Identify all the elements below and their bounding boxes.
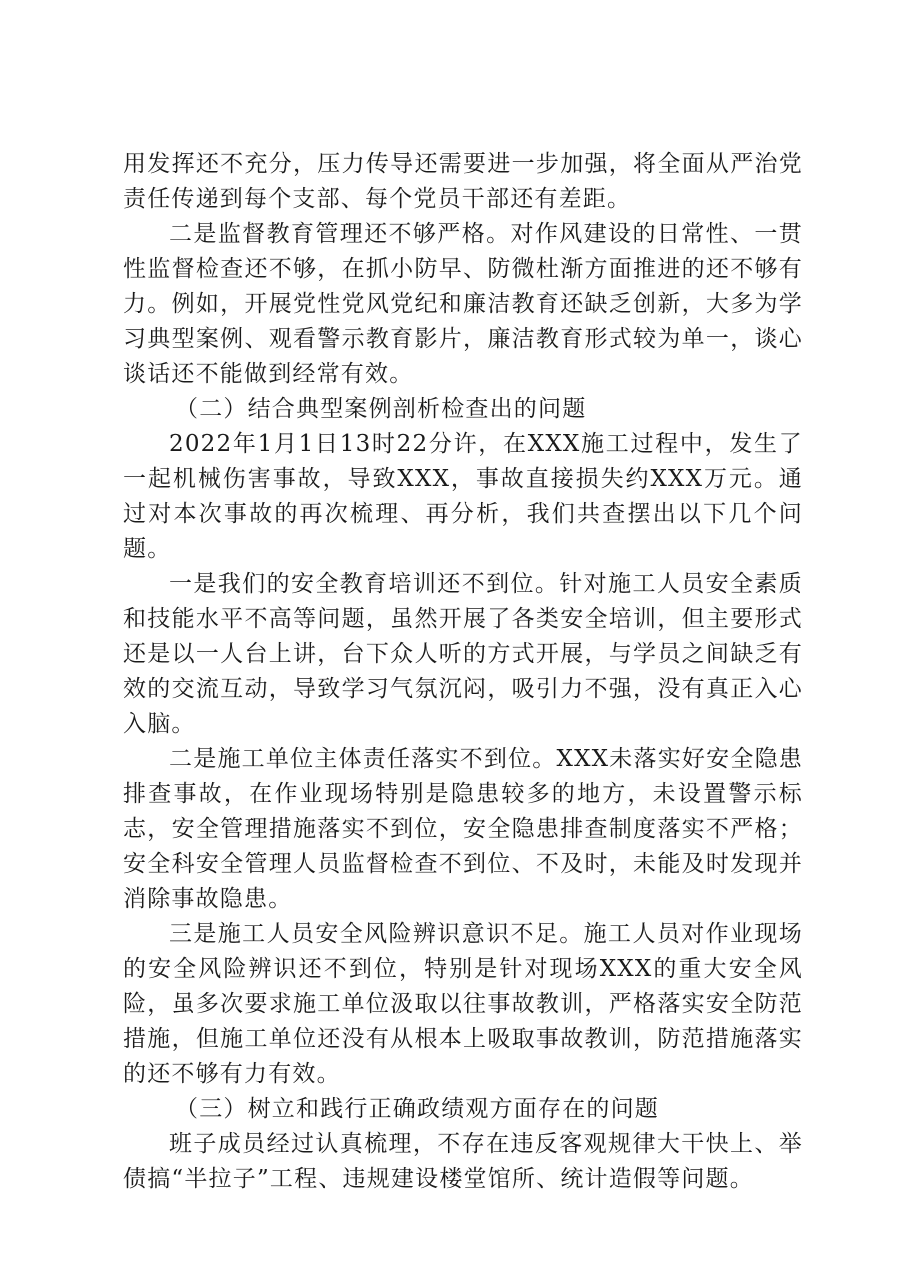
paragraph-risk-awareness-issue: 三是施工人员安全风险辨识意识不足。施工人员对作业现场的安全风险辨识还不到位，特别是针对现场XXX的重大安全风险，虽多次要求施工单位汲取以往事故教训，严格落实安全防范措施，但施工单位还没有从根本上吸取事故教训，防范措施落实的还不够有力有效。 [123, 921, 803, 1087]
paragraph-training-issue: 一是我们的安全教育培训还不到位。针对施工人员安全素质和技能水平不高等问题，虽然开展了各类安全培训，但主要形式还是以一人台上讲，台下众人听的方式开展，与学员之间缺乏有效的交流互动，导致学习气氛沉闷，吸引力不强，没有真正入心入脑。 [123, 571, 803, 737]
section-heading-case-analysis: （二）结合典型案例剖析检查出的问题 [175, 396, 587, 422]
section-heading-performance-view: （三）树立和践行正确政绩观方面存在的问题 [175, 1096, 659, 1122]
paragraph-accident-summary: 2022年1月1日13时22分许，在XXX施工过程中，发生了一起机械伤害事故，导致XXX，事故直接损失约XXX万元。通过对本次事故的再次梳理、再分析，我们共查摆出以下几个问题。 [123, 431, 803, 562]
paragraph-supervision-issue: 二是监督教育管理还不够严格。对作风建设的日常性、一贯性监督检查还不够，在抓小防早、防微杜渐方面推进的还不够有力。例如，开展党性党风党纪和廉洁教育还缺乏创新，大多为学习典型案例、观看警示教育影片，廉洁教育形式较为单一，谈心谈话还不能做到经常有效。 [123, 221, 803, 387]
document-body [123, 147, 803, 1197]
paragraph-performance-review: 班子成员经过认真梳理，不存在违反客观规律大干快上、举债搞“半拉子”工程、违规建设楼堂馆所、统计造假等问题。 [123, 1131, 803, 1192]
paragraph-responsibility-issue: 二是施工单位主体责任落实不到位。XXX未落实好安全隐患排查事故，在作业现场特别是隐患较多的地方，未设置警示标志，安全管理措施落实不到位，安全隐患排查制度落实不严格；安全科安全管理人员监督检查不到位、不及时，未能及时发现并消除事故隐患。 [123, 746, 803, 912]
paragraph-continuation: 用发挥还不充分，压力传导还需要进一步加强，将全面从严治党责任传递到每个支部、每个党员干部还有差距。 [123, 151, 803, 212]
